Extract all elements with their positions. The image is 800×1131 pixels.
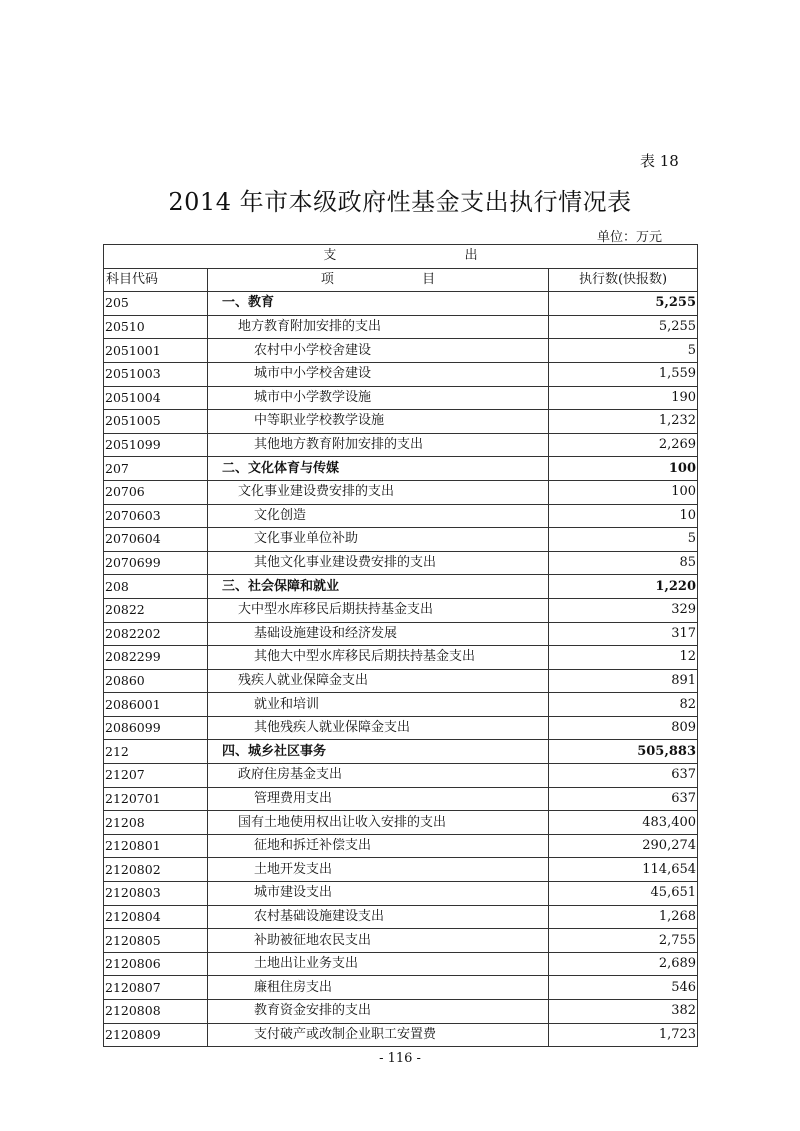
table-row: [104, 716, 698, 740]
row-value: 1,559: [549, 362, 698, 386]
row-value: 12: [549, 646, 698, 670]
header-item-char-2: 目: [422, 271, 436, 287]
row-item: 中等职业学校教学设施: [208, 410, 549, 434]
table-body: [104, 292, 698, 1047]
row-code: 20510: [104, 315, 208, 339]
row-value: 1,268: [549, 905, 698, 929]
table-row: [104, 952, 698, 976]
row-code: 2120809: [104, 1023, 208, 1047]
row-code: 212: [104, 740, 208, 764]
row-item: 文化事业单位补助: [208, 528, 549, 552]
row-value: 5: [549, 528, 698, 552]
table-row: [104, 834, 698, 858]
table-row: [104, 575, 698, 599]
row-code: 2120801: [104, 834, 208, 858]
row-value: 382: [549, 1000, 698, 1024]
row-code: 2120808: [104, 1000, 208, 1024]
row-value: 45,651: [549, 882, 698, 906]
row-value: 5: [549, 339, 698, 363]
row-code: 2070699: [104, 551, 208, 575]
row-item: 文化事业建设费安排的支出: [208, 480, 549, 504]
header-group-char-1: 支: [323, 248, 337, 264]
row-item: 文化创造: [208, 504, 549, 528]
table-row: [104, 929, 698, 953]
row-value: 100: [549, 457, 698, 481]
table-row: [104, 1023, 698, 1047]
table-row: [104, 669, 698, 693]
row-code: 2120804: [104, 905, 208, 929]
row-item: 就业和培训: [208, 693, 549, 717]
row-code: 2086001: [104, 693, 208, 717]
table-row: [104, 315, 698, 339]
row-value: 809: [549, 716, 698, 740]
row-item: 农村中小学校舍建设: [208, 339, 549, 363]
table-row: [104, 787, 698, 811]
table-row: [104, 410, 698, 434]
row-value: 114,654: [549, 858, 698, 882]
row-value: 290,274: [549, 834, 698, 858]
row-code: 2051003: [104, 362, 208, 386]
row-code: 20706: [104, 480, 208, 504]
table-row: [104, 693, 698, 717]
header-item-char-1: 项: [320, 271, 334, 287]
row-code: 2120807: [104, 976, 208, 1000]
row-item: 基础设施建设和经济发展: [208, 622, 549, 646]
row-item: 其他残疾人就业保障金支出: [208, 716, 549, 740]
row-code: 21208: [104, 811, 208, 835]
row-code: 207: [104, 457, 208, 481]
table-row: [104, 551, 698, 575]
row-value: 5,255: [549, 315, 698, 339]
row-value: 2,269: [549, 433, 698, 457]
row-code: 2120701: [104, 787, 208, 811]
row-item: 一、教育: [208, 292, 549, 316]
row-item: 土地开发支出: [208, 858, 549, 882]
row-code: 2082202: [104, 622, 208, 646]
expenditure-table: [103, 244, 698, 1047]
row-value: 82: [549, 693, 698, 717]
row-code: 2086099: [104, 716, 208, 740]
header-group-cell: [104, 245, 698, 269]
row-code: 2120805: [104, 929, 208, 953]
header-value: 执行数(快报数): [549, 268, 698, 292]
table-row: [104, 882, 698, 906]
table-row: [104, 292, 698, 316]
row-value: 1,232: [549, 410, 698, 434]
table-number: 表 18: [640, 152, 679, 170]
row-code: 21207: [104, 764, 208, 788]
row-code: 2082299: [104, 646, 208, 670]
table-row: [104, 457, 698, 481]
row-item: 支付破产或改制企业职工安置费: [208, 1023, 549, 1047]
header-code: 科目代码: [104, 268, 208, 292]
row-code: 20860: [104, 669, 208, 693]
table-row: [104, 622, 698, 646]
row-code: 2120806: [104, 952, 208, 976]
row-value: 2,689: [549, 952, 698, 976]
table-row: [104, 339, 698, 363]
row-code: 2051005: [104, 410, 208, 434]
row-item: 其他地方教育附加安排的支出: [208, 433, 549, 457]
row-code: 2051001: [104, 339, 208, 363]
row-value: 5,255: [549, 292, 698, 316]
table-row: [104, 480, 698, 504]
row-value: 329: [549, 598, 698, 622]
row-item: 其他文化事业建设费安排的支出: [208, 551, 549, 575]
table-row: [104, 386, 698, 410]
row-value: 891: [549, 669, 698, 693]
row-value: 10: [549, 504, 698, 528]
table-row: [104, 504, 698, 528]
row-item: 征地和拆迁补偿支出: [208, 834, 549, 858]
row-code: 2051099: [104, 433, 208, 457]
row-item: 国有土地使用权出让收入安排的支出: [208, 811, 549, 835]
table-row: [104, 528, 698, 552]
row-code: 208: [104, 575, 208, 599]
header-row-columns: [104, 268, 698, 292]
row-code: 2120803: [104, 882, 208, 906]
table-row: [104, 858, 698, 882]
page-title: 2014 年市本级政府性基金支出执行情况表: [168, 188, 632, 216]
row-code: 205: [104, 292, 208, 316]
table-row: [104, 764, 698, 788]
table-row: [104, 811, 698, 835]
row-item: 教育资金安排的支出: [208, 1000, 549, 1024]
row-value: 100: [549, 480, 698, 504]
table-row: [104, 740, 698, 764]
row-item: 城市中小学校舍建设: [208, 362, 549, 386]
table-row: [104, 362, 698, 386]
row-item: 补助被征地农民支出: [208, 929, 549, 953]
row-item: 三、社会保障和就业: [208, 575, 549, 599]
table-row: [104, 646, 698, 670]
row-value: 483,400: [549, 811, 698, 835]
row-code: 2070603: [104, 504, 208, 528]
row-item: 政府住房基金支出: [208, 764, 549, 788]
header-row-group: [104, 245, 698, 269]
header-item: [208, 268, 549, 292]
row-item: 四、城乡社区事务: [208, 740, 549, 764]
row-item: 大中型水库移民后期扶持基金支出: [208, 598, 549, 622]
header-group-char-2: 出: [464, 248, 478, 264]
row-value: 2,755: [549, 929, 698, 953]
row-item: 地方教育附加安排的支出: [208, 315, 549, 339]
table-row: [104, 1000, 698, 1024]
row-value: 1,220: [549, 575, 698, 599]
row-item: 其他大中型水库移民后期扶持基金支出: [208, 646, 549, 670]
row-code: 20822: [104, 598, 208, 622]
table-row: [104, 598, 698, 622]
row-value: 317: [549, 622, 698, 646]
row-value: 505,883: [549, 740, 698, 764]
row-code: 2120802: [104, 858, 208, 882]
row-item: 农村基础设施建设支出: [208, 905, 549, 929]
row-code: 2051004: [104, 386, 208, 410]
row-item: 残疾人就业保障金支出: [208, 669, 549, 693]
unit-label: 单位：万元: [597, 230, 663, 245]
row-value: 85: [549, 551, 698, 575]
table-row: [104, 433, 698, 457]
row-value: 546: [549, 976, 698, 1000]
row-item: 土地出让业务支出: [208, 952, 549, 976]
table-row: [104, 976, 698, 1000]
row-item: 管理费用支出: [208, 787, 549, 811]
row-code: 2070604: [104, 528, 208, 552]
row-item: 城市建设支出: [208, 882, 549, 906]
row-value: 1,723: [549, 1023, 698, 1047]
row-item: 城市中小学教学设施: [208, 386, 549, 410]
row-value: 637: [549, 764, 698, 788]
row-item: 廉租住房支出: [208, 976, 549, 1000]
row-item: 二、文化体育与传媒: [208, 457, 549, 481]
row-value: 637: [549, 787, 698, 811]
page-number: - 116 -: [379, 1051, 421, 1066]
table-row: [104, 905, 698, 929]
row-value: 190: [549, 386, 698, 410]
